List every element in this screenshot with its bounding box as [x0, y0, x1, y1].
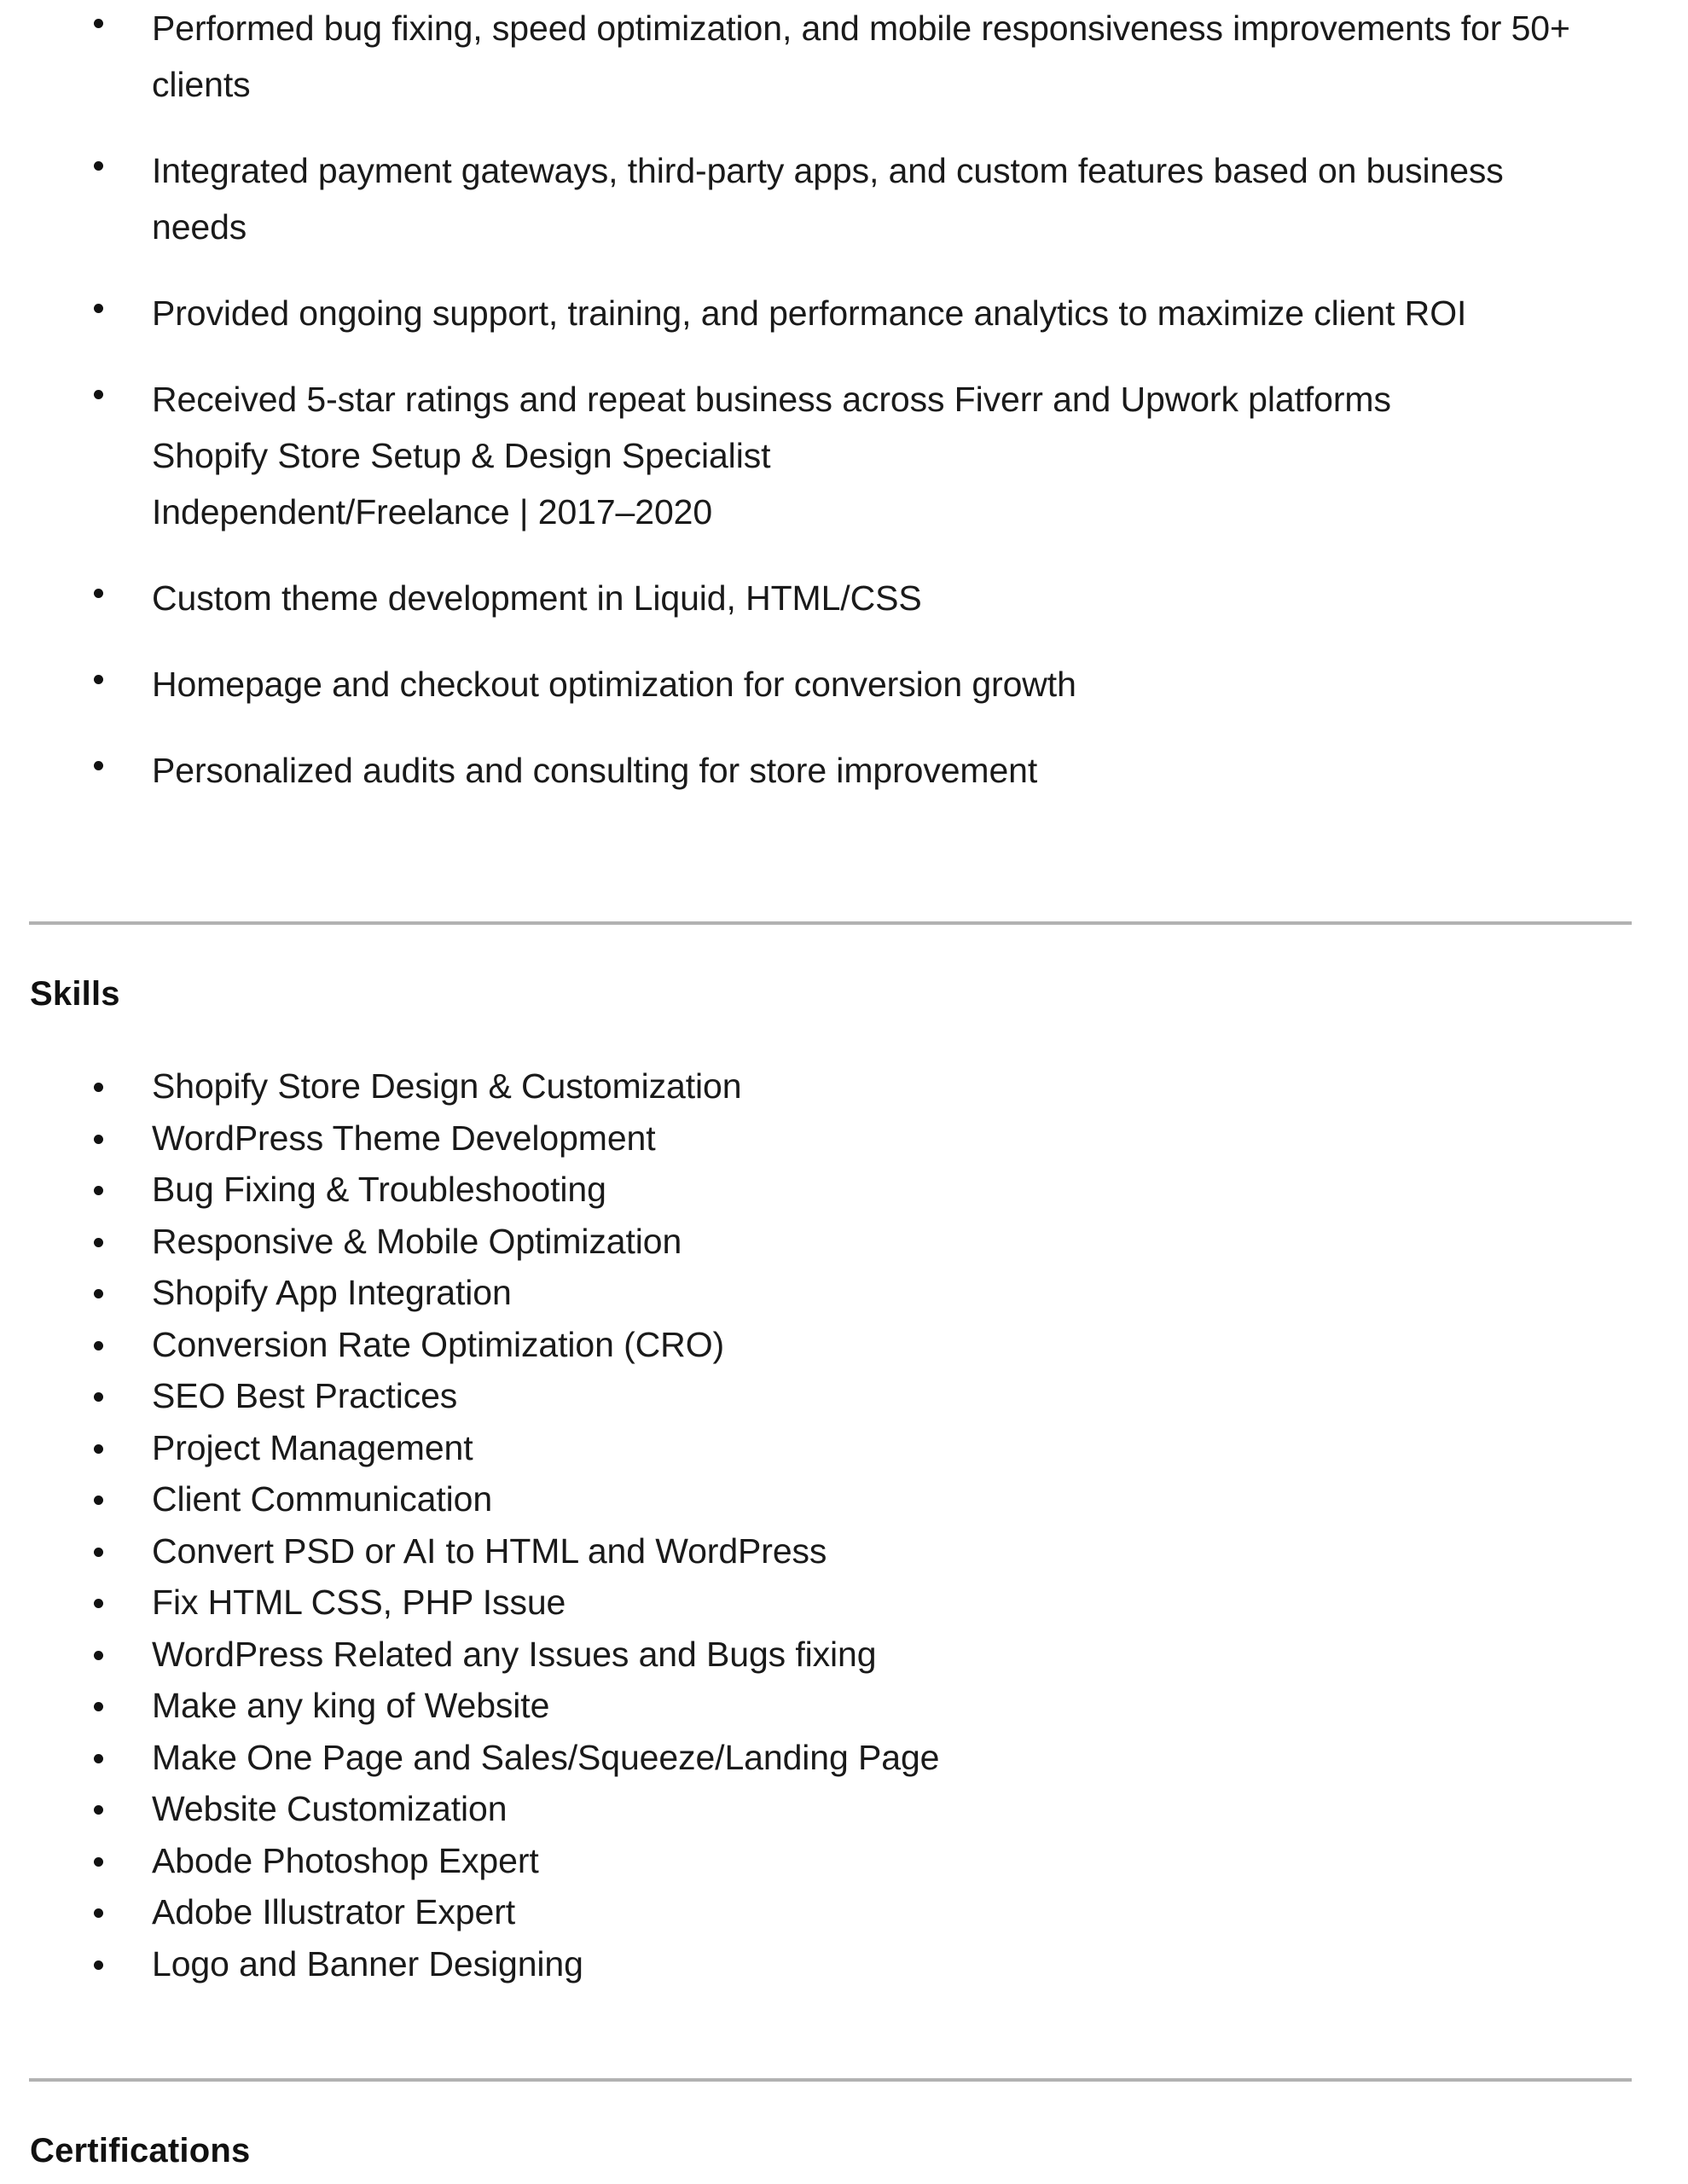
bullet-icon	[94, 1805, 103, 1815]
list-item-label: Adobe Illustrator Expert	[152, 1892, 516, 1931]
bullet-icon	[94, 1135, 103, 1144]
list-item	[0, 285, 1688, 341]
list-item-subline: Independent/Freelance | 2017–2020	[152, 492, 713, 531]
bullet-icon	[94, 1908, 103, 1918]
bullet-icon	[94, 1960, 103, 1970]
bullet-icon	[94, 589, 103, 598]
list-item	[0, 1680, 1688, 1732]
list-item-label: WordPress Related any Issues and Bugs fixing	[152, 1634, 877, 1674]
list-item	[0, 1164, 1688, 1216]
list-item-label: Provided ongoing support, training, and performance analytics to maximize client ROI	[152, 293, 1467, 333]
bullet-icon	[94, 1496, 103, 1505]
bullet-icon	[94, 1238, 103, 1247]
list-item-label: Convert PSD or AI to HTML and WordPress	[152, 1531, 827, 1571]
list-item	[0, 1112, 1688, 1165]
list-item-label: Shopify Store Design & Customization	[152, 1066, 742, 1106]
list-item-label: Received 5-star ratings and repeat business across Fiverr and Upwork platforms	[152, 380, 1391, 419]
list-item	[0, 1216, 1688, 1268]
list-item-label: SEO Best Practices	[152, 1376, 458, 1415]
list-item-label: Shopify App Integration	[152, 1273, 512, 1312]
bullet-icon	[94, 1083, 103, 1092]
list-item-label: Make One Page and Sales/Squeeze/Landing Page	[152, 1737, 940, 1777]
list-item-label: WordPress Theme Development	[152, 1118, 656, 1158]
list-item-subline: Shopify Store Setup & Design Specialist	[152, 436, 771, 475]
list-item-label: Client Communication	[152, 1479, 493, 1519]
list-item-label: Abode Photoshop Expert	[152, 1840, 539, 1880]
list-item	[0, 1319, 1688, 1371]
list-item	[0, 1577, 1688, 1629]
page-title-skills: Skills	[30, 975, 120, 1013]
list-item-label: Integrated payment gateways, third-party apps, and custom features based on business needs	[152, 151, 1504, 247]
list-item-label: Personalized audits and consulting for store improvement	[152, 751, 1038, 790]
list-item	[0, 1835, 1688, 1887]
list-item	[0, 142, 1688, 255]
bullet-icon	[94, 1392, 103, 1402]
bullet-icon	[94, 1651, 103, 1660]
page-title-certifications: Certifications	[30, 2132, 251, 2169]
bullet-icon	[94, 1548, 103, 1557]
list-item-label: Custom theme development in Liquid, HTML/CSS	[152, 578, 922, 618]
bullet-icon	[94, 1186, 103, 1195]
list-item-label: Logo and Banner Designing	[152, 1943, 583, 1984]
list-item	[0, 1629, 1688, 1681]
bullet-icon	[94, 390, 103, 399]
list-item	[0, 1473, 1688, 1525]
list-item-label: Website Customization	[152, 1789, 508, 1828]
list-item-label: Project Management	[152, 1427, 473, 1467]
section-divider-skills	[29, 921, 1632, 925]
list-item	[0, 1267, 1688, 1319]
list-item	[0, 1525, 1688, 1577]
bullet-icon	[94, 1341, 103, 1350]
list-item-label: Fix HTML CSS, PHP Issue	[152, 1583, 566, 1622]
list-item	[0, 1783, 1688, 1835]
list-item-label: Responsive & Mobile Optimization	[152, 1221, 682, 1261]
bullet-icon	[94, 19, 103, 28]
list-item-label: Homepage and checkout optimization for conversion growth	[152, 665, 1076, 704]
list-item-label: Make any king of Website	[152, 1686, 550, 1725]
section-divider-certifications	[29, 2078, 1632, 2082]
bullet-icon	[94, 1599, 103, 1608]
list-item	[0, 1938, 1688, 1990]
list-item-label: Performed bug fixing, speed optimization, and mobile responsiveness improvements for 50+ clients	[152, 9, 1570, 104]
bullet-icon	[94, 761, 103, 770]
list-item	[0, 1886, 1688, 1938]
bullet-icon	[94, 161, 103, 171]
skills-list	[0, 1060, 1688, 1989]
list-item	[0, 1732, 1688, 1784]
bullet-icon	[94, 304, 103, 313]
list-item	[0, 742, 1688, 799]
list-item	[0, 570, 1688, 626]
list-item	[0, 0, 1688, 113]
bullet-icon	[94, 675, 103, 684]
bullet-icon	[94, 1754, 103, 1763]
list-item	[0, 1060, 1688, 1112]
experience-bullet-list	[0, 0, 1688, 828]
bullet-icon	[94, 1857, 103, 1867]
list-item	[0, 371, 1688, 540]
list-item-label: Bug Fixing & Troubleshooting	[152, 1170, 606, 1209]
list-item	[0, 1370, 1688, 1422]
list-item	[0, 1422, 1688, 1474]
bullet-icon	[94, 1289, 103, 1298]
bullet-icon	[94, 1444, 103, 1454]
list-item	[0, 656, 1688, 712]
list-item-label: Conversion Rate Optimization (CRO)	[152, 1324, 725, 1364]
bullet-icon	[94, 1702, 103, 1711]
